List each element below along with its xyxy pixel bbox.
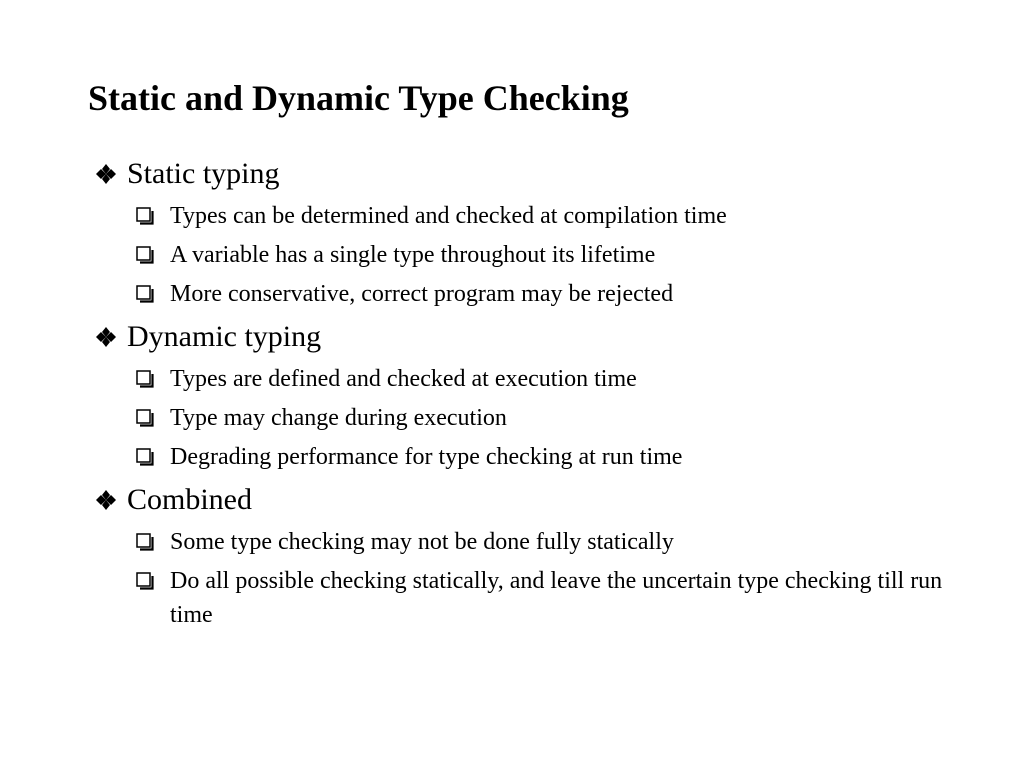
section-dynamic-typing bbox=[92, 317, 972, 474]
section-heading-row bbox=[92, 480, 972, 520]
list-item-text: Type may change during execution bbox=[170, 405, 507, 431]
list-item-text: More conservative, correct program may be rejected bbox=[170, 281, 674, 307]
bullet-list bbox=[92, 362, 972, 474]
list-item-text: Do all possible checking statically, and leave the uncertain type checking till run time bbox=[170, 568, 943, 628]
list-item-text: A variable has a single type throughout its lifetime bbox=[170, 242, 656, 268]
list-item bbox=[134, 362, 972, 396]
list-item bbox=[134, 401, 972, 435]
section-combined bbox=[92, 480, 972, 632]
checkbox-square-icon bbox=[134, 440, 154, 474]
list-item bbox=[134, 277, 972, 311]
list-item-text: Some type checking may not be done fully statically bbox=[170, 529, 674, 555]
list-item bbox=[134, 238, 972, 272]
list-item-text: Degrading performance for type checking at run time bbox=[170, 444, 683, 470]
section-heading: Static typing bbox=[127, 157, 280, 190]
checkbox-square-icon bbox=[134, 277, 154, 311]
section-heading: Combined bbox=[127, 483, 252, 516]
section-static-typing bbox=[92, 154, 972, 311]
section-heading: Dynamic typing bbox=[127, 320, 322, 353]
list-item bbox=[134, 199, 972, 233]
section-heading-row bbox=[92, 317, 972, 357]
slide-title: Static and Dynamic Type Checking bbox=[88, 78, 629, 118]
section-heading-row bbox=[92, 154, 972, 194]
bullet-list bbox=[92, 525, 972, 632]
four-diamond-icon bbox=[92, 490, 120, 510]
slide-content bbox=[92, 154, 972, 632]
list-item bbox=[134, 564, 972, 632]
list-item-text: Types can be determined and checked at compilation time bbox=[170, 203, 727, 229]
bullet-list bbox=[92, 199, 972, 311]
checkbox-square-icon bbox=[134, 401, 154, 435]
list-item bbox=[134, 525, 972, 559]
four-diamond-icon bbox=[92, 164, 120, 184]
list-item-text: Types are defined and checked at execution time bbox=[170, 366, 637, 392]
checkbox-square-icon bbox=[134, 199, 154, 233]
checkbox-square-icon bbox=[134, 564, 154, 598]
checkbox-square-icon bbox=[134, 525, 154, 559]
four-diamond-icon bbox=[92, 327, 120, 347]
checkbox-square-icon bbox=[134, 238, 154, 272]
list-item bbox=[134, 440, 972, 474]
checkbox-square-icon bbox=[134, 362, 154, 396]
